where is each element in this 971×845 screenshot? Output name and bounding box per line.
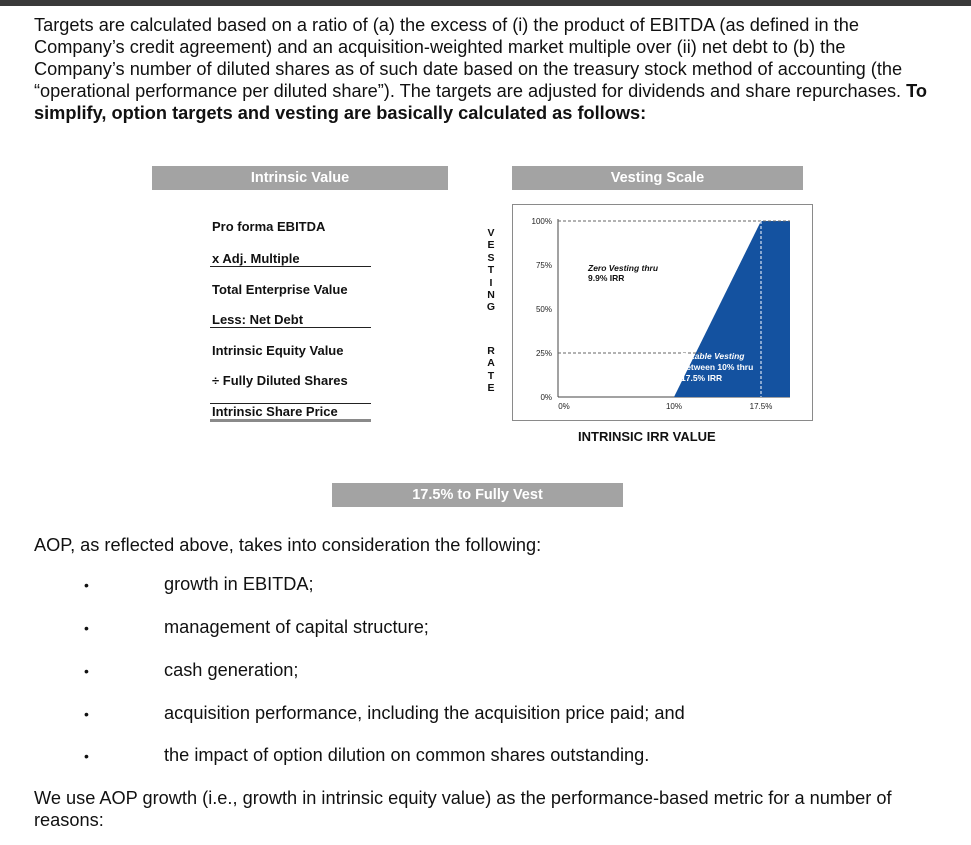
iv-row-fully-diluted-shares: ÷ Fully Diluted Shares	[212, 373, 348, 388]
vertical-label-letter: G	[486, 301, 496, 314]
top-border	[0, 0, 971, 6]
iv-row-total-enterprise-value: Total Enterprise Value	[212, 282, 348, 297]
full-vest-label: 17.5% to Fully Vest	[332, 483, 623, 507]
iv-row-intrinsic-equity-value: Intrinsic Equity Value	[212, 343, 344, 358]
annotation-ratable-vesting: Ratable Vesting	[681, 351, 745, 361]
y-tick-label: 100%	[531, 217, 552, 226]
intrinsic-value-header: Intrinsic Value	[152, 166, 448, 190]
x-tick-label: 0%	[558, 402, 570, 411]
vertical-label-letter: N	[487, 289, 495, 302]
annotation-ratable-vesting: 17.5% IRR	[681, 373, 723, 383]
y-tick-label: 50%	[535, 305, 552, 314]
y-tick-label: 75%	[535, 261, 552, 270]
list-item-text: growth in EBITDA;	[164, 574, 314, 594]
vertical-label-letter: A	[487, 357, 495, 370]
annotation-ratable-vesting: between 10% thru	[681, 362, 754, 372]
list-item-text: the impact of option dilution on common shares outstanding.	[164, 745, 650, 765]
vesting-scale-header: Vesting Scale	[512, 166, 803, 190]
y-tick-label: 25%	[535, 349, 552, 358]
aop-intro: AOP, as reflected above, takes into consideration the following:	[34, 535, 542, 555]
annotation-zero-vesting: 9.9% IRR	[588, 273, 625, 283]
list-item-text: acquisition performance, including the acquisition price paid; and	[164, 703, 685, 723]
list-item-text: management of capital structure;	[164, 617, 429, 637]
vesting-scale-chart	[512, 204, 814, 422]
x-axis-title: INTRINSIC IRR VALUE	[578, 429, 716, 444]
list-item-text: cash generation;	[164, 660, 299, 680]
iv-rule-double	[210, 419, 371, 422]
x-tick-label: 17.5%	[749, 402, 773, 411]
x-tick-label: 10%	[665, 402, 683, 411]
iv-row-intrinsic-share-price: Intrinsic Share Price	[212, 404, 338, 419]
vertical-label-letter: V	[487, 227, 495, 239]
iv-row-less-net-debt: Less: Net Debt	[212, 312, 304, 327]
intro-bold-text: To simplify, option targets and vesting are basically calculated as follows:	[34, 81, 928, 123]
iv-row-pro-forma-ebitda: Pro forma EBITDA	[212, 219, 326, 234]
iv-rule	[210, 327, 371, 328]
vertical-label-letter: I	[489, 276, 493, 289]
vertical-label-letter: T	[487, 369, 495, 382]
vertical-label-letter: E	[487, 382, 495, 395]
annotation-zero-vesting: Zero Vesting thru	[588, 263, 659, 273]
bullet-icon: •	[84, 663, 89, 679]
y-tick-label: 0%	[540, 393, 552, 402]
bullet-icon: •	[84, 706, 89, 722]
vertical-label-rate	[484, 345, 498, 395]
vertical-label-letter: S	[487, 251, 495, 264]
vertical-label-letter: E	[487, 239, 495, 252]
iv-rule	[210, 266, 371, 267]
bullet-icon: •	[84, 577, 89, 593]
intro-paragraph	[34, 14, 939, 124]
closing-paragraph: We use AOP growth (i.e., growth in intrinsic equity value) as the performance-based metric for a number of reasons:	[34, 788, 892, 830]
vertical-label-letter: T	[487, 264, 495, 277]
vertical-label-vesting	[484, 227, 498, 314]
iv-row-adj-multiple: x Adj. Multiple	[212, 251, 300, 266]
intro-normal-text: Targets are calculated based on a ratio of (a) the excess of (i) the product of EBITDA (as defined in the Company’s credit agreement) and an acquisition-weighted market multiple over (ii) net debt to (b) the Company’s number of diluted shares as of such date based on the treasury stock method of accounting (the “operational performance per diluted share”). The targets are adjusted for dividends and share repurchases.	[34, 15, 907, 101]
bullet-icon: •	[84, 748, 89, 764]
vertical-label-letter: R	[487, 345, 495, 357]
bullet-icon: •	[84, 620, 89, 636]
